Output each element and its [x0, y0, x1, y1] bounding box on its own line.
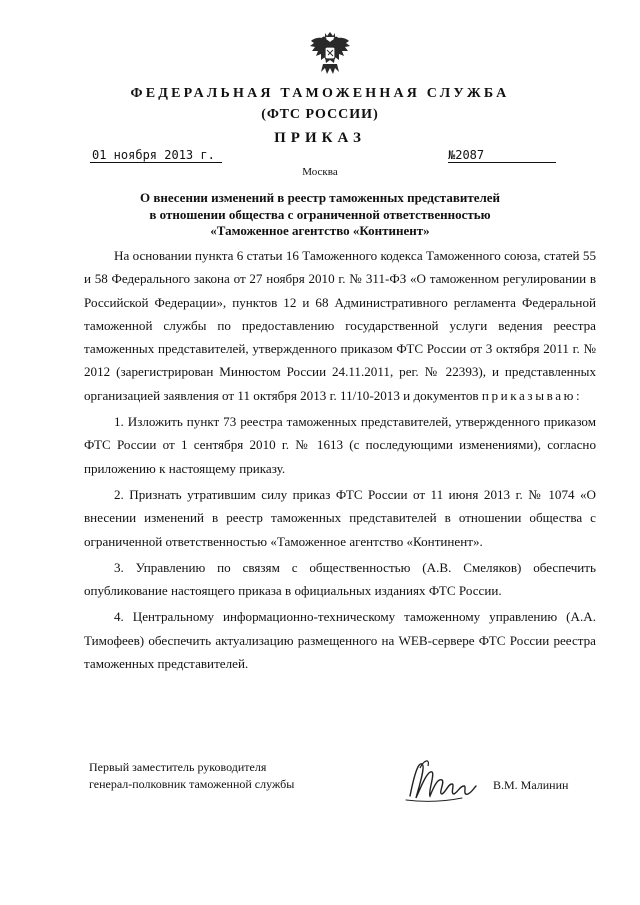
order-item-3: 3. Управлению по связям с общественностью (А.В. Смеляков) обеспечить опубликование настоящего приказа в официальных изданиях ФТС России. — [84, 559, 596, 599]
order-item-1: 1. Изложить пункт 73 реестра таможенных представителей, утвержденного приказом ФТС России от 1 сентября 2010 г. № 1613 (с последующими изменениями), согласно приложению к настоящему приказу. — [84, 414, 596, 476]
document-type: ПРИКАЗ — [274, 130, 366, 146]
preamble-text: На основании пункта 6 статьи 16 Таможенного кодекса Таможенного союза, статей 55 и 58 Федерального закона от 27 ноября 2010 г. № 311-ФЗ «О таможенном регулировании в Российской Федерации», пунктов 12 и 68 Административного регламента Федеральной таможенной службы по предоставлению государственной услуги ведения реестра таможенных представителей, утвержденного приказом ФТС России от 3 октября 2011 г. № 2012 (зарегистрирован Минюстом России 24.11.2011, рег. № 22393), и представленных организацией заявления от 11 октября 2013 г. 11/10-2013 и документов — [84, 248, 596, 403]
order-item-4: 4. Центральному информационно-техническому таможенному управлению (А.А. Тимофеев) обеспечить актуализацию размещенного на WEB-сервере ФТС России реестра таможенных представителей. — [84, 609, 596, 672]
heading-line: «Таможенное агентство «Континент» — [210, 223, 430, 238]
city: Москва — [302, 166, 338, 178]
agency-name: ФЕДЕРАЛЬНАЯ ТАМОЖЕННАЯ СЛУЖБА — [130, 86, 510, 101]
signatory-position — [89, 759, 349, 793]
order-heading — [90, 190, 550, 240]
heading-line: О внесении изменений в реестр таможенных представителей — [139, 190, 501, 205]
position-line: Первый заместитель руководителя — [89, 760, 267, 774]
agency-short-name: (ФТС РОССИИ) — [261, 107, 379, 122]
order-item-2: 2. Признать утратившим силу приказ ФТС России от 11 июня 2013 г. № 1074 «О внесении изменений в реестр таможенных представителей в отношении общества с ограниченной ответственностью «Таможенное агентство «Континент». — [84, 486, 596, 549]
handwritten-signature — [402, 756, 480, 806]
order-date: 01 ноября 2013 г. — [90, 148, 222, 163]
order-word: приказываю: — [481, 387, 583, 403]
coat-of-arms-icon — [307, 30, 353, 80]
order-number: №2087 — [448, 148, 556, 163]
preamble-paragraph — [84, 244, 596, 407]
order-body — [84, 244, 596, 675]
heading-line: в отношении общества с ограниченной ответственностью — [149, 206, 491, 222]
position-line: генерал-полковник таможенной службы — [89, 777, 295, 791]
signatory-name: В.М. Малинин — [493, 778, 569, 792]
